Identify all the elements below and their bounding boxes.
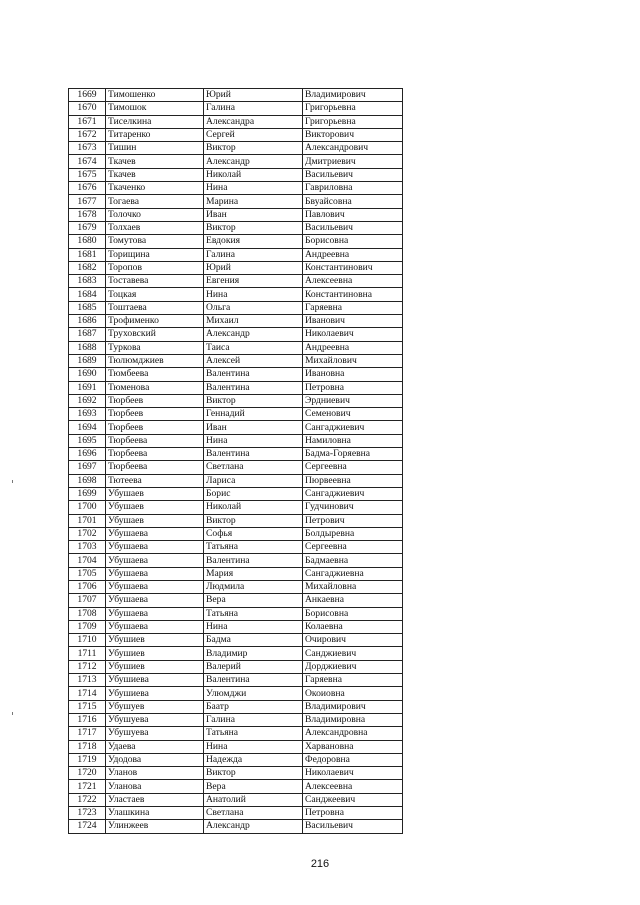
first-name-cell: Надежда (204, 753, 303, 766)
row-number-cell: 1702 (69, 527, 106, 540)
first-name-cell: Софья (204, 527, 303, 540)
names-table (68, 88, 403, 834)
patronymic-cell: Андреевна (303, 341, 403, 354)
first-name-cell: Нина (204, 620, 303, 633)
last-name-cell: Убушаева (106, 607, 204, 620)
last-name-cell: Тюрбеева (106, 448, 204, 461)
patronymic-cell: Васильевич (303, 221, 403, 234)
last-name-cell: Тимошенко (106, 89, 204, 102)
patronymic-cell: Константинович (303, 261, 403, 274)
row-number-cell: 1722 (69, 793, 106, 806)
first-name-cell: Таиса (204, 341, 303, 354)
first-name-cell: Михаил (204, 315, 303, 328)
table-row (69, 727, 403, 740)
table-row (69, 434, 403, 447)
last-name-cell: Уланов (106, 767, 204, 780)
table-row (69, 381, 403, 394)
patronymic-cell: Анкаевна (303, 594, 403, 607)
patronymic-cell: Михайловна (303, 580, 403, 593)
table-row (69, 634, 403, 647)
names-table-body (69, 89, 403, 834)
first-name-cell: Светлана (204, 461, 303, 474)
table-row (69, 594, 403, 607)
table-row (69, 674, 403, 687)
row-number-cell: 1675 (69, 168, 106, 181)
row-number-cell: 1689 (69, 354, 106, 367)
row-number-cell: 1669 (69, 89, 106, 102)
first-name-cell: Александр (204, 328, 303, 341)
row-number-cell: 1695 (69, 434, 106, 447)
row-number-cell: 1715 (69, 700, 106, 713)
patronymic-cell: Дмитриевич (303, 155, 403, 168)
last-name-cell: Улинжеев (106, 820, 204, 833)
last-name-cell: Труховский (106, 328, 204, 341)
table-row (69, 780, 403, 793)
row-number-cell: 1697 (69, 461, 106, 474)
table-row (69, 182, 403, 195)
first-name-cell: Валентина (204, 381, 303, 394)
table-row (69, 807, 403, 820)
row-number-cell: 1685 (69, 301, 106, 314)
table-row (69, 275, 403, 288)
patronymic-cell: Викторович (303, 128, 403, 141)
row-number-cell: 1718 (69, 740, 106, 753)
table-row (69, 487, 403, 500)
row-number-cell: 1679 (69, 221, 106, 234)
last-name-cell: Ткачев (106, 155, 204, 168)
table-row (69, 541, 403, 554)
patronymic-cell: Гаряевна (303, 301, 403, 314)
first-name-cell: Виктор (204, 394, 303, 407)
row-number-cell: 1687 (69, 328, 106, 341)
first-name-cell: Александр (204, 820, 303, 833)
patronymic-cell: Санджеевич (303, 793, 403, 806)
patronymic-cell: Санджиевич (303, 647, 403, 660)
table-row (69, 713, 403, 726)
row-number-cell: 1700 (69, 501, 106, 514)
table-row (69, 208, 403, 221)
first-name-cell: Юрий (204, 261, 303, 274)
first-name-cell: Евгения (204, 275, 303, 288)
first-name-cell: Анатолий (204, 793, 303, 806)
patronymic-cell: Николаевич (303, 328, 403, 341)
row-number-cell: 1693 (69, 408, 106, 421)
patronymic-cell: Бвуайсовна (303, 195, 403, 208)
patronymic-cell: Гудчинович (303, 501, 403, 514)
first-name-cell: Улюмджи (204, 687, 303, 700)
row-number-cell: 1683 (69, 275, 106, 288)
patronymic-cell: Окоиовна (303, 687, 403, 700)
patronymic-cell: Бадмаевна (303, 554, 403, 567)
patronymic-cell: Николаевич (303, 767, 403, 780)
row-number-cell: 1691 (69, 381, 106, 394)
first-name-cell: Марина (204, 195, 303, 208)
patronymic-cell: Владимирович (303, 89, 403, 102)
last-name-cell: Убушаева (106, 554, 204, 567)
row-number-cell: 1686 (69, 315, 106, 328)
table-row (69, 660, 403, 673)
last-name-cell: Тюменова (106, 381, 204, 394)
last-name-cell: Тюлюмджиев (106, 354, 204, 367)
last-name-cell: Тишин (106, 142, 204, 155)
last-name-cell: Ткаченко (106, 182, 204, 195)
first-name-cell: Виктор (204, 142, 303, 155)
patronymic-cell: Очирович (303, 634, 403, 647)
row-number-cell: 1677 (69, 195, 106, 208)
table-row (69, 687, 403, 700)
first-name-cell: Николай (204, 168, 303, 181)
first-name-cell: Татьяна (204, 541, 303, 554)
last-name-cell: Убушаева (106, 580, 204, 593)
first-name-cell: Алексей (204, 354, 303, 367)
row-number-cell: 1674 (69, 155, 106, 168)
table-row (69, 607, 403, 620)
first-name-cell: Валентина (204, 674, 303, 687)
first-name-cell: Борис (204, 487, 303, 500)
last-name-cell: Удодова (106, 753, 204, 766)
patronymic-cell: Петровна (303, 807, 403, 820)
last-name-cell: Тюрбеев (106, 408, 204, 421)
patronymic-cell: Иванович (303, 315, 403, 328)
first-name-cell: Владимир (204, 647, 303, 660)
last-name-cell: Толхаев (106, 221, 204, 234)
patronymic-cell: Павлович (303, 208, 403, 221)
row-number-cell: 1672 (69, 128, 106, 141)
first-name-cell: Валентина (204, 554, 303, 567)
scan-speck (12, 480, 13, 483)
row-number-cell: 1696 (69, 448, 106, 461)
row-number-cell: 1719 (69, 753, 106, 766)
table-row (69, 474, 403, 487)
last-name-cell: Убушуев (106, 700, 204, 713)
table-row (69, 328, 403, 341)
last-name-cell: Уланова (106, 780, 204, 793)
patronymic-cell: Александрович (303, 142, 403, 155)
patronymic-cell: Петрович (303, 514, 403, 527)
first-name-cell: Вера (204, 780, 303, 793)
last-name-cell: Туркова (106, 341, 204, 354)
table-row (69, 647, 403, 660)
first-name-cell: Николай (204, 501, 303, 514)
patronymic-cell: Михайлович (303, 354, 403, 367)
last-name-cell: Убушиева (106, 687, 204, 700)
first-name-cell: Галина (204, 102, 303, 115)
table-row (69, 527, 403, 540)
table-row (69, 368, 403, 381)
table-row (69, 793, 403, 806)
first-name-cell: Сергей (204, 128, 303, 141)
table-row (69, 753, 403, 766)
table-row (69, 128, 403, 141)
patronymic-cell: Алексеевна (303, 780, 403, 793)
table-row (69, 461, 403, 474)
row-number-cell: 1690 (69, 368, 106, 381)
patronymic-cell: Колаевна (303, 620, 403, 633)
table-row (69, 501, 403, 514)
last-name-cell: Убушаев (106, 501, 204, 514)
last-name-cell: Тюрбеева (106, 434, 204, 447)
row-number-cell: 1680 (69, 235, 106, 248)
table-row (69, 567, 403, 580)
patronymic-cell: Семенович (303, 408, 403, 421)
row-number-cell: 1705 (69, 567, 106, 580)
table-row (69, 261, 403, 274)
last-name-cell: Тюрбеева (106, 461, 204, 474)
last-name-cell: Убушиев (106, 634, 204, 647)
first-name-cell: Виктор (204, 221, 303, 234)
row-number-cell: 1670 (69, 102, 106, 115)
last-name-cell: Убушуева (106, 713, 204, 726)
last-name-cell: Тогаева (106, 195, 204, 208)
last-name-cell: Убушаева (106, 594, 204, 607)
patronymic-cell: Дорджиевич (303, 660, 403, 673)
row-number-cell: 1699 (69, 487, 106, 500)
first-name-cell: Геннадий (204, 408, 303, 421)
row-number-cell: 1692 (69, 394, 106, 407)
patronymic-cell: Владимирович (303, 700, 403, 713)
patronymic-cell: Гаряевна (303, 674, 403, 687)
row-number-cell: 1676 (69, 182, 106, 195)
table-row (69, 448, 403, 461)
row-number-cell: 1701 (69, 514, 106, 527)
row-number-cell: 1706 (69, 580, 106, 593)
last-name-cell: Убушаев (106, 514, 204, 527)
row-number-cell: 1716 (69, 713, 106, 726)
page-number: 216 (310, 858, 330, 870)
row-number-cell: 1688 (69, 341, 106, 354)
patronymic-cell: Васильевич (303, 168, 403, 181)
table-row (69, 301, 403, 314)
patronymic-cell: Сангаджиевич (303, 421, 403, 434)
last-name-cell: Тимошок (106, 102, 204, 115)
last-name-cell: Убушаева (106, 620, 204, 633)
table-row (69, 341, 403, 354)
patronymic-cell: Бадма-Горяевна (303, 448, 403, 461)
table-row (69, 315, 403, 328)
patronymic-cell: Владимировна (303, 713, 403, 726)
row-number-cell: 1724 (69, 820, 106, 833)
first-name-cell: Иван (204, 208, 303, 221)
last-name-cell: Тюрбеев (106, 421, 204, 434)
row-number-cell: 1708 (69, 607, 106, 620)
last-name-cell: Убушаева (106, 541, 204, 554)
first-name-cell: Бадма (204, 634, 303, 647)
row-number-cell: 1712 (69, 660, 106, 673)
table-row (69, 394, 403, 407)
patronymic-cell: Пюрвеевна (303, 474, 403, 487)
first-name-cell: Александра (204, 115, 303, 128)
table-row (69, 195, 403, 208)
patronymic-cell: Намиловна (303, 434, 403, 447)
first-name-cell: Татьяна (204, 607, 303, 620)
table-row (69, 168, 403, 181)
last-name-cell: Тютеева (106, 474, 204, 487)
first-name-cell: Галина (204, 713, 303, 726)
patronymic-cell: Сергеевна (303, 541, 403, 554)
row-number-cell: 1703 (69, 541, 106, 554)
last-name-cell: Томутова (106, 235, 204, 248)
scan-speck (12, 712, 13, 715)
patronymic-cell: Григорьевна (303, 102, 403, 115)
row-number-cell: 1673 (69, 142, 106, 155)
patronymic-cell: Ивановна (303, 368, 403, 381)
first-name-cell: Нина (204, 288, 303, 301)
last-name-cell: Уластаев (106, 793, 204, 806)
first-name-cell: Иван (204, 421, 303, 434)
table-row (69, 514, 403, 527)
first-name-cell: Юрий (204, 89, 303, 102)
last-name-cell: Тюмбеева (106, 368, 204, 381)
row-number-cell: 1717 (69, 727, 106, 740)
last-name-cell: Убушиев (106, 647, 204, 660)
patronymic-cell: Александровна (303, 727, 403, 740)
last-name-cell: Тиселкина (106, 115, 204, 128)
first-name-cell: Галина (204, 248, 303, 261)
patronymic-cell: Гавриловна (303, 182, 403, 195)
table-row (69, 820, 403, 833)
table-row (69, 288, 403, 301)
table-row (69, 89, 403, 102)
table-row (69, 235, 403, 248)
table-row (69, 554, 403, 567)
last-name-cell: Удаева (106, 740, 204, 753)
first-name-cell: Александр (204, 155, 303, 168)
patronymic-cell: Васильевич (303, 820, 403, 833)
last-name-cell: Убушаева (106, 527, 204, 540)
first-name-cell: Валерий (204, 660, 303, 673)
table-row (69, 142, 403, 155)
last-name-cell: Тюрбеев (106, 394, 204, 407)
patronymic-cell: Константиновна (303, 288, 403, 301)
first-name-cell: Валентина (204, 368, 303, 381)
last-name-cell: Тоставева (106, 275, 204, 288)
first-name-cell: Баатр (204, 700, 303, 713)
first-name-cell: Виктор (204, 767, 303, 780)
first-name-cell: Евдокия (204, 235, 303, 248)
row-number-cell: 1698 (69, 474, 106, 487)
row-number-cell: 1707 (69, 594, 106, 607)
patronymic-cell: Борисовна (303, 235, 403, 248)
last-name-cell: Убушаева (106, 567, 204, 580)
table-row (69, 740, 403, 753)
row-number-cell: 1709 (69, 620, 106, 633)
patronymic-cell: Харвановна (303, 740, 403, 753)
row-number-cell: 1714 (69, 687, 106, 700)
table-row (69, 102, 403, 115)
row-number-cell: 1720 (69, 767, 106, 780)
row-number-cell: 1678 (69, 208, 106, 221)
row-number-cell: 1711 (69, 647, 106, 660)
first-name-cell: Светлана (204, 807, 303, 820)
first-name-cell: Татьяна (204, 727, 303, 740)
last-name-cell: Торищина (106, 248, 204, 261)
patronymic-cell: Федоровна (303, 753, 403, 766)
table-row (69, 354, 403, 367)
last-name-cell: Улашкина (106, 807, 204, 820)
row-number-cell: 1713 (69, 674, 106, 687)
patronymic-cell: Андреевна (303, 248, 403, 261)
first-name-cell: Мария (204, 567, 303, 580)
row-number-cell: 1682 (69, 261, 106, 274)
row-number-cell: 1710 (69, 634, 106, 647)
first-name-cell: Ольга (204, 301, 303, 314)
row-number-cell: 1684 (69, 288, 106, 301)
first-name-cell: Вера (204, 594, 303, 607)
first-name-cell: Нина (204, 182, 303, 195)
patronymic-cell: Болдыревна (303, 527, 403, 540)
patronymic-cell: Борисовна (303, 607, 403, 620)
first-name-cell: Валентина (204, 448, 303, 461)
last-name-cell: Тоштаева (106, 301, 204, 314)
last-name-cell: Торопов (106, 261, 204, 274)
row-number-cell: 1681 (69, 248, 106, 261)
table-row (69, 700, 403, 713)
table-row (69, 620, 403, 633)
first-name-cell: Лариса (204, 474, 303, 487)
first-name-cell: Нина (204, 740, 303, 753)
table-row (69, 421, 403, 434)
last-name-cell: Убушаев (106, 487, 204, 500)
first-name-cell: Нина (204, 434, 303, 447)
table-row (69, 115, 403, 128)
patronymic-cell: Алексеевна (303, 275, 403, 288)
patronymic-cell: Сергеевна (303, 461, 403, 474)
table-row (69, 580, 403, 593)
last-name-cell: Титаренко (106, 128, 204, 141)
patronymic-cell: Сангаджиевич (303, 487, 403, 500)
first-name-cell: Виктор (204, 514, 303, 527)
patronymic-cell: Сангаджиевна (303, 567, 403, 580)
last-name-cell: Толочко (106, 208, 204, 221)
table-row (69, 155, 403, 168)
table-row (69, 248, 403, 261)
table-row (69, 767, 403, 780)
row-number-cell: 1723 (69, 807, 106, 820)
last-name-cell: Трофименко (106, 315, 204, 328)
row-number-cell: 1721 (69, 780, 106, 793)
row-number-cell: 1671 (69, 115, 106, 128)
patronymic-cell: Петровна (303, 381, 403, 394)
patronymic-cell: Эрдниевич (303, 394, 403, 407)
first-name-cell: Людмила (204, 580, 303, 593)
row-number-cell: 1704 (69, 554, 106, 567)
patronymic-cell: Григорьевна (303, 115, 403, 128)
last-name-cell: Ткачев (106, 168, 204, 181)
last-name-cell: Убушуева (106, 727, 204, 740)
last-name-cell: Убушиев (106, 660, 204, 673)
last-name-cell: Убушиева (106, 674, 204, 687)
table-row (69, 408, 403, 421)
row-number-cell: 1694 (69, 421, 106, 434)
last-name-cell: Тоцкая (106, 288, 204, 301)
table-row (69, 221, 403, 234)
